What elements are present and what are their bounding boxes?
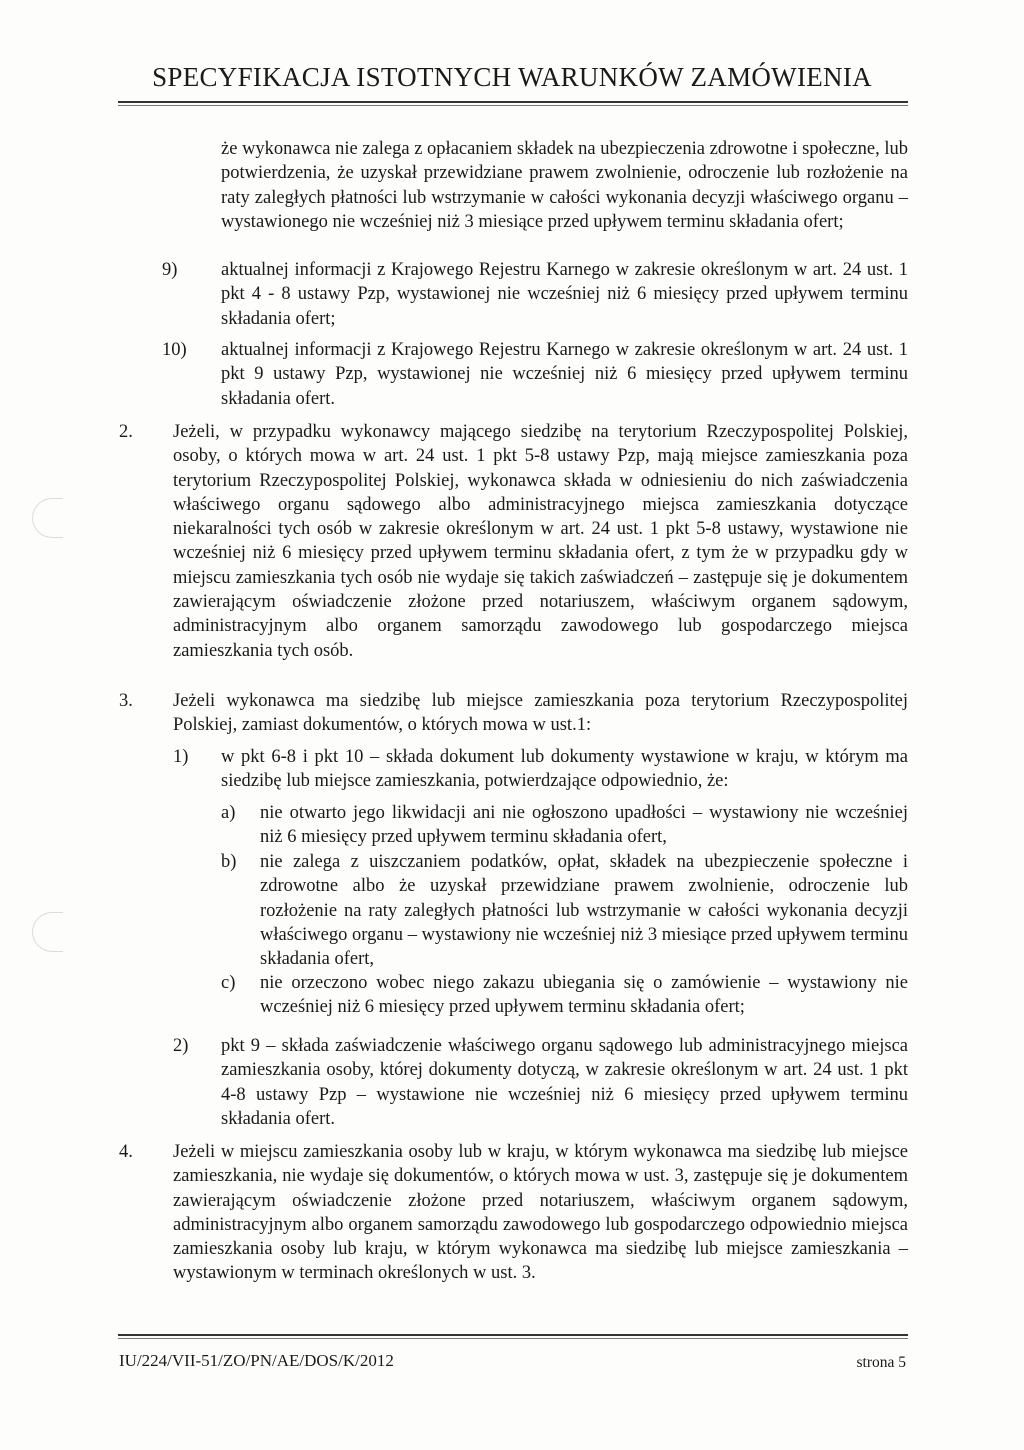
section-3-item-1-text: w pkt 6-8 i pkt 10 – składa dokument lub dokumenty wystawione w kraju, w którym ma siedzibę lub miejsce zamieszkania, potwierdzające odpowiednio, że: bbox=[221, 747, 908, 792]
section-4-number: 4. bbox=[119, 1142, 133, 1162]
footer-rule bbox=[118, 1334, 908, 1339]
header-rule bbox=[118, 101, 908, 106]
subitem-a-text: nie otwarto jego likwidacji ani nie ogłoszono upadłości – wystawiony nie wcześniej niż 6 miesięcy przed upływem terminu składania ofert, bbox=[260, 803, 908, 848]
page-number: strona 5 bbox=[856, 1354, 906, 1371]
section-3-text: Jeżeli wykonawca ma siedzibę lub miejsce zamieszkania poza terytorium Rzeczypospolitej Polskiej, zamiast dokumentów, o których mowa w ust.1: bbox=[173, 691, 908, 736]
section-4-text: Jeżeli w miejscu zamieszkania osoby lub w kraju, w którym wykonawca ma siedzibę lub miejsce zamieszkania, nie wydaje się dokumentów, o których mowa w ust. 3, zastępuje się je dokumentem zawierającym oświadczenie złożone przed notariuszem, właściwym organem sądowym, administracyjnym albo organem samorządu zawodowego lub gospodarczego odpowiednio miejsca zamieszkania osoby lub kraju, w którym wykonawca ma siedzibę lub miejsce zamieszkania – wystawionym w terminach określonych w ust. 3. bbox=[173, 1142, 908, 1284]
item-8-continuation: że wykonawca nie zalega z opłacaniem składek na ubezpieczenia zdrowotne i społeczne, lub potwierdzenia, że uzyskał przewidziane prawem zwolnienie, odroczenie lub rozłożenie na raty zaległych płatności lub wstrzymanie w całości wykonania decyzji właściwego organu – wystawionego nie wcześniej niż 3 miesiące przed upływem terminu składania ofert; bbox=[221, 139, 908, 232]
section-3-item-2-text: pkt 9 – składa zaświadczenie właściwego organu sądowego lub administracyjnego miejsca zamieszkania osoby, której dokumenty dotyczą, w zakresie określonym w art. 24 ust. 1 pkt 4-8 ustawy Pzp – wystawione nie wcześniej niż 6 miesięcy przed upływem terminu składania ofert. bbox=[221, 1036, 908, 1129]
item-10-number: 10) bbox=[162, 340, 187, 360]
section-3-number: 3. bbox=[119, 691, 133, 711]
section-3-item-2-number: 2) bbox=[173, 1036, 189, 1056]
document-reference-number: IU/224/VII-51/ZO/PN/AE/DOS/K/2012 bbox=[119, 1351, 394, 1370]
item-9-text: aktualnej informacji z Krajowego Rejestru Karnego w zakresie określonym w art. 24 ust. 1 pkt 4 - 8 ustawy Pzp, wystawionej nie wcześniej niż 6 miesięcy przed upływem terminu składania ofert; bbox=[221, 260, 908, 329]
page-header-title: SPECYFIKACJA ISTOTNYCH WARUNKÓW ZAMÓWIENIA bbox=[152, 62, 872, 92]
punch-hole-mark bbox=[32, 912, 63, 952]
item-9-number: 9) bbox=[162, 260, 178, 280]
subitem-b-letter: b) bbox=[221, 852, 237, 872]
section-2-number: 2. bbox=[119, 422, 133, 442]
subitem-a-letter: a) bbox=[221, 803, 236, 823]
section-2-text: Jeżeli, w przypadku wykonawcy mającego siedzibę na terytorium Rzeczypospolitej Polskiej, osoby, o których mowa w art. 24 ust. 1 pkt 5-8 ustawy Pzp, mają miejsce zamieszkania poza terytorium Rzeczypospolitej Polskiej, wykonawca składa w odniesieniu do nich zaświadczenia właściwego organu sądowego albo administracyjnego miejsca zamieszkania dotyczące niekaralności tych osób w zakresie określonym w art. 24 ust. 1 pkt 5-8 ustawy, wystawione nie wcześniej niż 6 miesięcy przed upływem terminu składania ofert, z tym że w przypadku gdy w miejscu zamieszkania tych osób nie wydaje się takich zaświadczeń – zastępuje się je dokumentem zawierającym oświadczenie złożone przed notariuszem, właściwym organem sądowym, administracyjnym albo organem samorządu zawodowego lub gospodarczego miejsca zamieszkania tych osób. bbox=[173, 422, 908, 661]
subitem-b-text: nie zalega z uiszczaniem podatków, opłat, składek na ubezpieczenie społeczne i zdrowotne albo że uzyskał przewidziane prawem zwolnienie, odroczenie lub rozłożenie na raty zaległych płatności lub wstrzymanie w całości wykonania decyzji właściwego organu – wystawiony nie wcześniej niż 3 miesiące przed upływem terminu składania ofert, bbox=[260, 852, 908, 970]
subitem-c-letter: c) bbox=[221, 973, 236, 993]
punch-hole-mark bbox=[32, 498, 63, 538]
section-3-item-1-number: 1) bbox=[173, 747, 189, 767]
item-10-text: aktualnej informacji z Krajowego Rejestru Karnego w zakresie określonym w art. 24 ust. 1 pkt 9 ustawy Pzp, wystawionej nie wcześniej niż 6 miesięcy przed upływem terminu składania ofert. bbox=[221, 340, 908, 409]
subitem-c-text: nie orzeczono wobec niego zakazu ubiegania się o zamówienie – wystawiony nie wcześniej niż 6 miesięcy przed upływem terminu składania ofert; bbox=[260, 973, 908, 1018]
